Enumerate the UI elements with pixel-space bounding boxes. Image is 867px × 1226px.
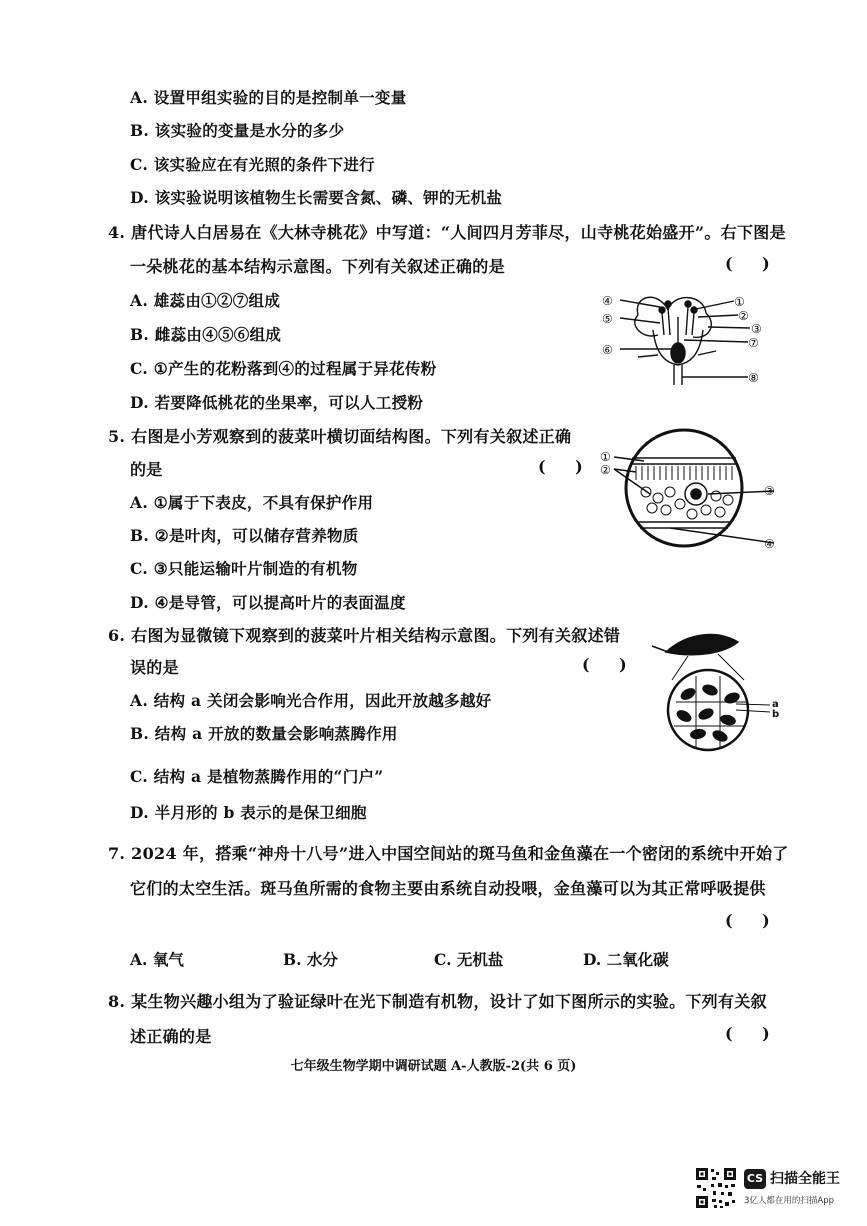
flower-label-3: ③ <box>751 322 762 336</box>
q8-stem-line1: 8. 某生物兴趣小组为了验证绿叶在光下制造有机物，设计了如下图所示的实验。下列有关叙 <box>108 992 767 1011</box>
q4-stem-line1: 4. 唐代诗人白居易在《大林寺桃花》中写道：“人间四月芳菲尽，山寺桃花始盛开”。右下图是 <box>108 223 786 242</box>
leaf-label-4: ④ <box>764 537 775 551</box>
stomata-label-a: a <box>772 699 779 710</box>
q3-option-c: C. 该实验应在有光照的条件下进行 <box>130 155 375 174</box>
scanner-app-tagline: 3亿人都在用的扫描App <box>744 1196 835 1206</box>
q6-option-c: C. 结构 a 是植物蒸腾作用的“门户” <box>130 767 384 786</box>
q3-option-d: D. 该实验说明该植物生长需要含氮、磷、钾的无机盐 <box>130 188 503 207</box>
camscanner-logo: CS <box>744 1169 766 1189</box>
flower-label-1: ① <box>734 295 745 309</box>
flower-label-5: ⑤ <box>602 312 613 326</box>
q7-answer-paren: ( ) <box>725 911 782 930</box>
stomata-label-b: b <box>772 709 780 720</box>
q6-stem-line2: 误的是 <box>130 658 179 677</box>
leaf-cross-section-figure <box>596 428 781 553</box>
q5-option-b: B. ②是叶肉，可以储存营养物质 <box>130 526 359 545</box>
q4-stem-line2: 一朵桃花的基本结构示意图。下列有关叙述正确的是 <box>130 257 505 276</box>
q4-option-c: C. ①产生的花粉落到④的过程属于异花传粉 <box>130 359 437 378</box>
q6-option-a: A. 结构 a 关闭会影响光合作用，因此开放越多越好 <box>130 691 492 710</box>
q5-option-a: A. ①属于下表皮，不具有保护作用 <box>130 493 374 512</box>
leaf-label-1: ① <box>600 450 611 464</box>
page-footer: 七年级生物学期中调研试题 A-人教版-2(共 6 页) <box>290 1059 577 1074</box>
q5-stem-line1: 5. 右图是小芳观察到的菠菜叶横切面结构图。下列有关叙述正确 <box>108 427 572 446</box>
q5-answer-paren: ( ) <box>538 457 595 476</box>
q7-stem-line2: 它们的太空生活。斑马鱼所需的食物主要由系统自动投喂，金鱼藻可以为其正常呼吸提供 <box>130 879 766 898</box>
scanner-watermark <box>694 1166 854 1214</box>
qr-code-icon <box>694 1166 738 1210</box>
q8-answer-paren: ( ) <box>725 1024 782 1043</box>
q6-option-d: D. 半月形的 b 表示的是保卫细胞 <box>130 803 367 822</box>
q4-option-a: A. 雄蕊由①②⑦组成 <box>130 291 281 310</box>
flower-label-7: ⑦ <box>748 336 759 350</box>
flower-label-4: ④ <box>602 294 613 308</box>
q3-option-a: A. 设置甲组实验的目的是控制单一变量 <box>130 88 407 107</box>
leaf-label-3: ③ <box>764 484 775 498</box>
flower-label-6: ⑥ <box>602 343 613 357</box>
q5-option-c: C. ③只能运输叶片制造的有机物 <box>130 559 358 578</box>
q6-answer-paren: ( ) <box>582 655 639 674</box>
q6-stem-line1: 6. 右图为显微镜下观察到的菠菜叶片相关结构示意图。下列有关叙述错 <box>108 626 621 645</box>
q7-stem-line1: 7. 2024 年，搭乘“神舟十八号”进入中国空间站的斑马鱼和金鱼藻在一个密闭的系统中开始了 <box>108 844 789 863</box>
q7-option-b: B. 水分 <box>283 950 338 969</box>
leaf-label-2: ② <box>600 463 611 477</box>
q8-stem-line2: 述正确的是 <box>130 1027 212 1046</box>
flower-label-2: ② <box>738 309 749 323</box>
q6-option-b: B. 结构 a 开放的数量会影响蒸腾作用 <box>130 724 398 743</box>
q7-option-d: D. 二氧化碳 <box>583 950 669 969</box>
q4-answer-paren: ( ) <box>725 254 782 273</box>
peach-flower-figure <box>598 285 773 390</box>
q7-option-a: A. 氧气 <box>130 950 184 969</box>
scanner-app-name: 扫描全能王 <box>770 1171 840 1187</box>
q7-option-c: C. 无机盐 <box>434 950 504 969</box>
stomata-figure <box>648 628 783 753</box>
q5-stem-line2: 的是 <box>130 460 163 479</box>
q4-option-b: B. 雌蕊由④⑤⑥组成 <box>130 325 282 344</box>
q5-option-d: D. ④是导管，可以提高叶片的表面温度 <box>130 593 406 612</box>
flower-label-8: ⑧ <box>748 371 759 385</box>
q4-option-d: D. 若要降低桃花的坐果率，可以人工授粉 <box>130 393 424 412</box>
q3-option-b: B. 该实验的变量是水分的多少 <box>130 121 345 140</box>
